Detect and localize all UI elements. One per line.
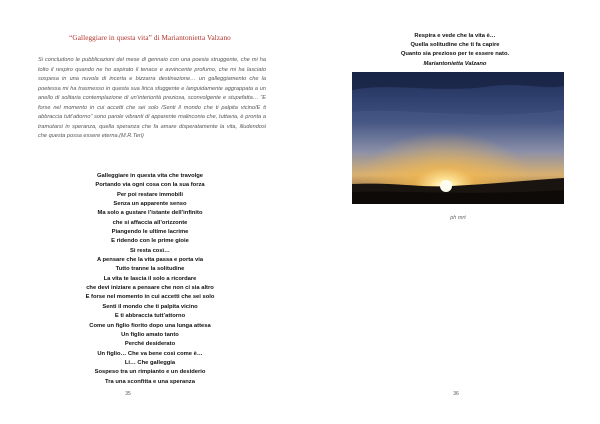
poem-line: Si resta così… [130,247,170,254]
poem-line: Senza un apparente senso [113,201,187,208]
poem-line: Tra una sconfitta e una speranza [105,378,195,385]
poem-line: Un figlio… Che va bene così come è… [97,350,203,357]
page-number-left: 35 [125,391,131,397]
poem-line: E forse nel momento in cui accetti che sei solo [85,294,215,301]
poem-line: Perché desiderato [124,341,176,348]
poem-line: che si affaccia all’orizzonte [112,219,188,226]
poem [60,172,240,387]
poem-line: Galleggiare in questa vita che travolge [97,173,203,179]
poem-line: La vita te lascia il solo a ricordare [103,275,197,282]
poem-line: Come un figlio fiorito dopo una lunga attesa [89,322,211,329]
poem-line: che devi iniziare a pensare che non ci sia altro [86,285,214,292]
photo-caption: ph mrt [450,215,466,221]
sunset-image [352,72,564,204]
poem-author: Mariantonietta Valzano [423,60,487,67]
poem-line: E ridendo con le prime gioie [111,238,189,245]
verse-line: Respira e vede che la vita è… [414,33,496,39]
poem-line: E ti abbraccia tutt’attorno [114,313,186,320]
closing-verse [340,32,570,69]
page-number-right: 36 [453,391,459,397]
right-page [300,0,600,424]
poem-line: Senti il mondo che ti palpita vicino [102,303,198,310]
poem-line: Un figlio amato tanto [121,331,179,338]
verse-line: Quanto sia prezioso per te essere nato. [400,51,510,58]
intro-paragraph: Si concludono le pubblicazioni del mese di gennaio con una poesia struggente, che mi ha tolto il respiro quando ne ho aspirato il tenace e avvincente profumo, che mi ha lasciato sospesa in una nuvola di incerta e bizzarra destinazione… un galleggiamento che la poetessa mi ha trasmesso in questa sua lirica sfuggente e languidamente aggrappata a un anello di solitaria contemplazione di un’interiorità preziosa, sconvolgente e stupefatta… “E forse nel momento in cui accetti che sei solo /Senti il mondo che ti palpita vicino/E ti abbraccia tutt’attorno” sono parole vibranti di apparente malinconia che, tuttavia, è pronta a tramutarsi in speranza, quella speranza che fa amare disperatamente la vita, illudendosi che questa possa essere eterna.(M.R.Teri) [38,57,266,139]
sunset-photo [352,72,564,204]
poem-line: Li… Che galleggia [124,359,176,366]
verse-line: Quella solitudine che ti fa capire [410,42,500,49]
poem-line: Per poi restare immobili [116,191,184,198]
poem-line: Tutto tranne la solitudine [115,266,185,273]
poem-line: Ma solo a gustare l’istante dell’infinito [97,210,203,217]
poem-line: Sospeso tra un rimpianto e un desiderio [94,369,206,376]
article-title: “Galleggiare in questa vita” di Mariantonietta Valzano [69,34,231,42]
poem-line: Portando via ogni cosa con la sua forza [95,182,205,189]
poem-line: A pensare che la vita passa e porta via [96,257,204,264]
poem-line: Piangendo le ultime lacrime [111,229,189,236]
